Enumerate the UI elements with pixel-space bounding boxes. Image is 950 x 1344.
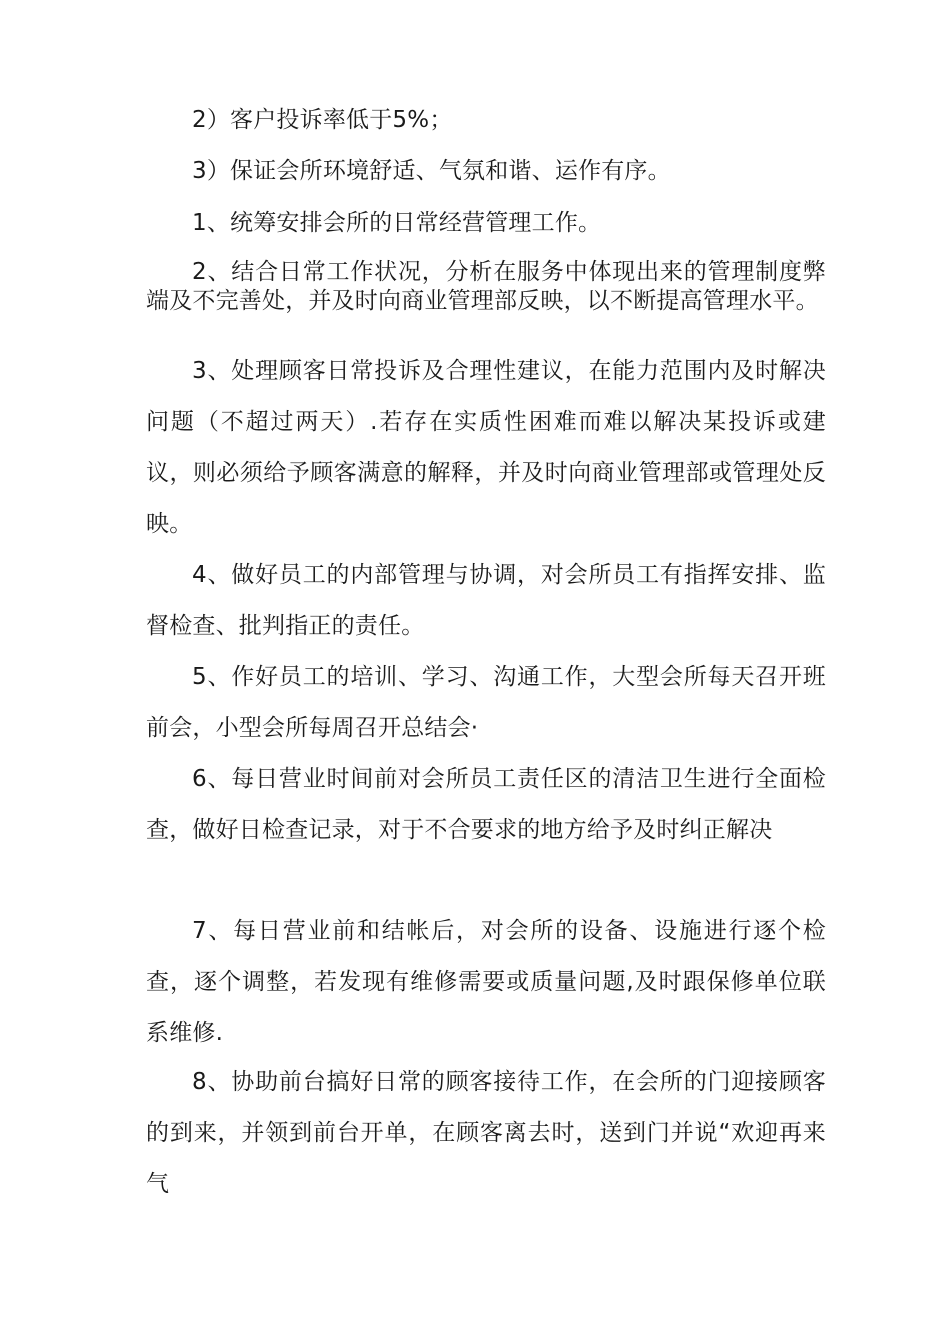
paragraph-3: 1、统筹安排会所的日常经营管理工作。 [192,210,602,236]
paragraph-10: 8、协助前台搞好日常的顾客接待工作，在会所的门迎接顾客的到来，并领到前台开单，在顾客离去时，送到门并说“欢迎再来气 [146,1069,826,1197]
paragraph-2: 3）保证会所环境舒适、气氛和谐、运作有序。 [192,158,671,184]
paragraph-5: 3、处理顾客日常投诉及合理性建议，在能力范围内及时解决问题（不超过两天）.若存在实质性困难而难以解决某投诉或建议，则必须给予顾客满意的解释，并及时向商业管理部或管理处反映。 [146,358,826,537]
paragraph-6: 4、做好员工的内部管理与协调，对会所员工有指挥安排、监督检查、批判指正的责任。 [146,562,826,639]
paragraph-1: 2）客户投诉率低于5%； [192,107,453,133]
paragraph-9: 7、每日营业前和结帐后，对会所的设备、设施进行逐个检查，逐个调整，若发现有维修需要或质量问题,及时跟保修单位联系维修. [146,918,826,1046]
paragraph-4: 2、结合日常工作状况，分析在服务中体现出来的管理制度弊端及不完善处，并及时向商业管理部反映，以不断提高管理水平。 [146,259,826,314]
paragraph-8: 6、每日营业时间前对会所员工责任区的清洁卫生进行全面检查，做好日检查记录，对于不合要求的地方给予及时纠正解决 [146,766,826,843]
paragraph-7: 5、作好员工的培训、学习、沟通工作，大型会所每天召开班前会，小型会所每周召开总结会· [146,664,826,741]
